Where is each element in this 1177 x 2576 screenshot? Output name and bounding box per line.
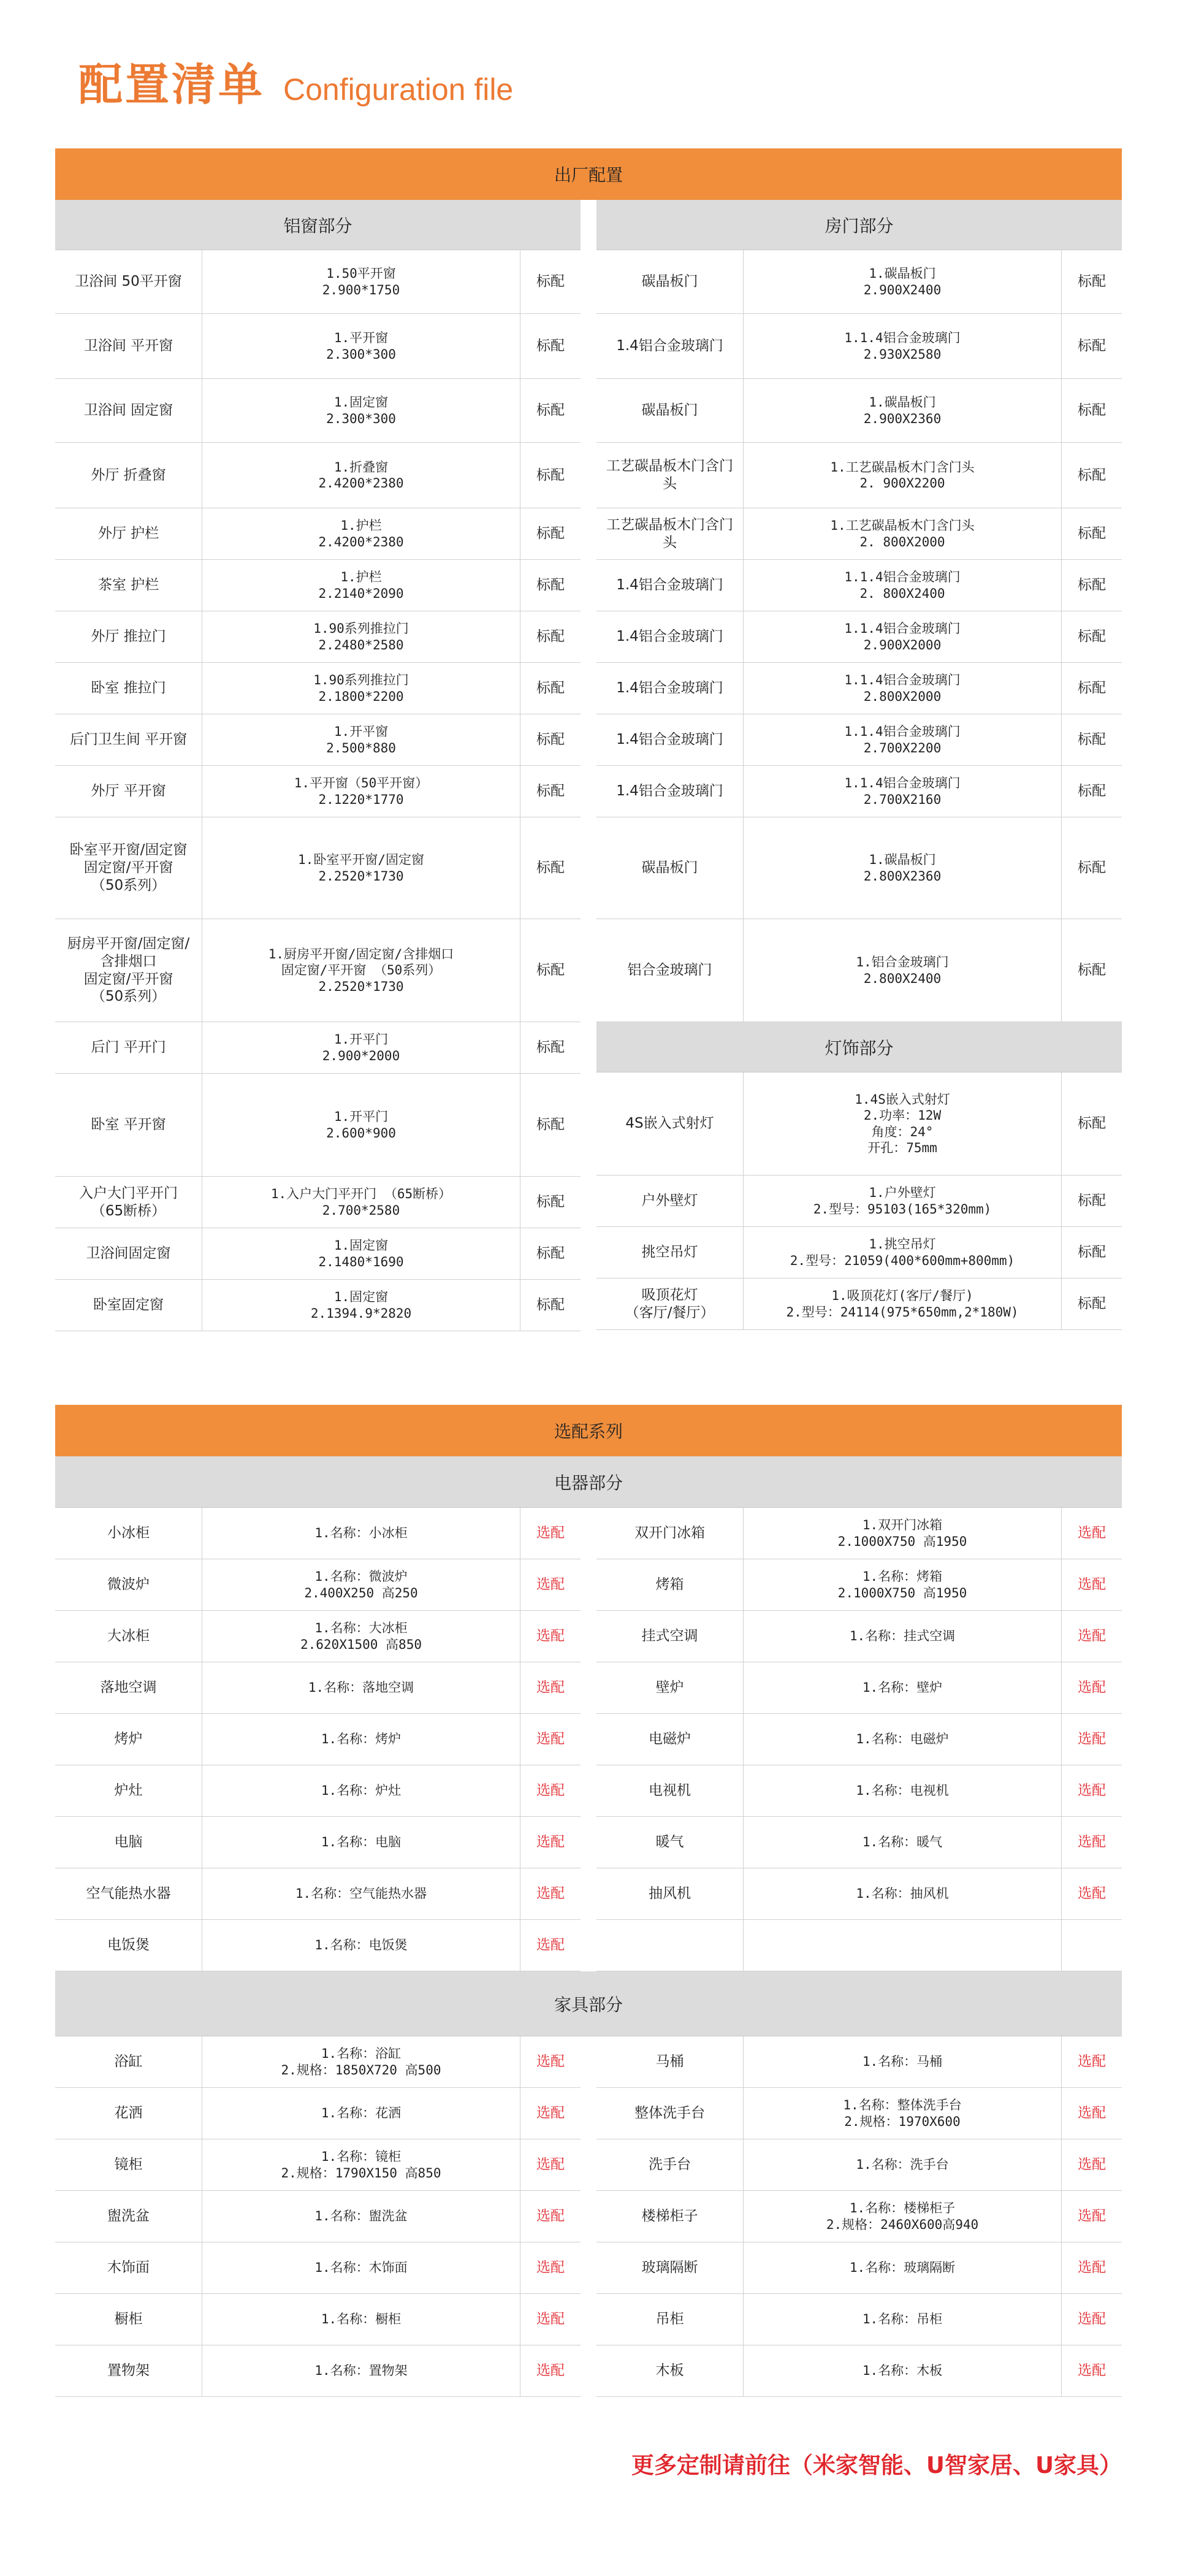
item-spec-cell: 1.固定窗 2.1480*1690 [202,1228,520,1279]
item-type-cell: 选配 [1078,2363,1106,2379]
item-spec-cell: 1.开平窗 2.500*880 [202,714,520,765]
item-type-cell: 标配 [536,1245,565,1262]
table-row [55,714,581,766]
item-name-cell: 电饭煲 [55,1920,202,1971]
item-name-cell: 后门卫生间 平开窗 [55,714,202,765]
item-name-cell: 户外壁灯 [596,1175,744,1226]
item-type-cell [1062,1920,1122,1971]
item-name-cell: 花洒 [55,2088,202,2139]
item-name-cell: 外厅 推拉门 [55,611,202,662]
item-spec-cell [744,1920,1062,1971]
item-spec-cell: 1.工艺碳晶板木门含门头 2. 800X2000 [744,508,1062,559]
item-spec-cell: 1.90系列推拉门 2.2480*2580 [202,611,520,662]
item-name-cell: 烤箱 [596,1559,744,1610]
table-row [55,2088,581,2139]
factory-banner: 出厂配置 [55,148,1122,200]
table-row [596,1817,1122,1868]
item-name-cell: 暖气 [596,1817,744,1868]
item-name-cell: 卧室平开窗/固定窗 固定窗/平开窗 （50系列） [55,817,202,919]
item-type-cell: 标配 [1078,273,1106,290]
item-spec-cell: 1.平开窗 2.300*300 [202,314,520,378]
table-row [55,1920,581,1971]
item-name-cell: 浴缸 [55,2036,202,2087]
page-title [78,49,513,110]
table-row [55,1228,581,1280]
item-spec-cell: 1.名称：暖气 [744,1817,1062,1868]
item-name-cell: 卫浴间 固定窗 [55,379,202,442]
table-row [55,2242,581,2294]
item-name-cell: 1.4铝合金玻璃门 [596,314,744,378]
item-spec-cell: 1.名称：木饰面 [202,2242,520,2293]
item-type-cell: 标配 [1078,467,1106,483]
item-name-cell: 马桶 [596,2036,744,2087]
item-type-cell: 标配 [1078,338,1106,354]
table-row [596,2088,1122,2139]
item-type-cell: 标配 [536,680,565,697]
item-name-cell: 铝合金玻璃门 [596,919,744,1022]
item-name-cell: 电视机 [596,1765,744,1816]
item-spec-cell: 1.厨房平开窗/固定窗/含排烟口 固定窗/平开窗 （50系列） 2.2520*1730 [202,919,520,1022]
item-name-cell: 1.4铝合金玻璃门 [596,663,744,714]
table-row [55,2139,581,2191]
item-name-cell: 壁炉 [596,1662,744,1713]
item-type-cell: 选配 [536,1525,565,1542]
table-row [55,1074,581,1177]
item-type-cell: 标配 [1078,1244,1106,1261]
item-type-cell: 标配 [536,1039,565,1056]
optional-series-section [55,1405,1122,2398]
item-name-cell: 电脑 [55,1817,202,1868]
table-row [55,817,581,919]
item-type-cell: 标配 [536,1297,565,1313]
item-name-cell: 外厅 折叠窗 [55,443,202,508]
item-type-cell: 选配 [536,1628,565,1645]
aluminum-window-header: 铝窗部分 [55,200,581,250]
item-name-cell: 卫浴间 平开窗 [55,314,202,378]
item-name-cell: 双开门冰箱 [596,1508,744,1559]
item-type-cell: 标配 [1078,1193,1106,1209]
item-name-cell: 整体洗手台 [596,2088,744,2139]
item-spec-cell: 1.1.4铝合金玻璃门 2.930X2580 [744,314,1062,378]
table-row [596,1227,1122,1278]
door-rows [596,250,1122,1022]
item-spec-cell: 1.护栏 2.2140*2090 [202,560,520,611]
item-name-cell: 1.4铝合金玻璃门 [596,714,744,765]
item-type-cell: 标配 [1078,783,1106,800]
table-row [596,2242,1122,2294]
table-row [55,1611,581,1662]
item-spec-cell: 1.名称：电饭煲 [202,1920,520,1971]
title-en: Configuration file [283,72,514,107]
item-name-cell: 1.4铝合金玻璃门 [596,611,744,662]
item-type-cell: 选配 [1078,1525,1106,1542]
item-spec-cell: 1.1.4铝合金玻璃门 2.900X2000 [744,611,1062,662]
item-spec-cell: 1.名称：置物架 [202,2345,520,2396]
item-name-cell: 木板 [596,2345,744,2396]
table-row [55,1559,581,1611]
item-spec-cell: 1.名称：壁炉 [744,1662,1062,1713]
table-row [596,1920,1122,1971]
item-type-cell: 选配 [536,1783,565,1799]
item-spec-cell: 1.入户大门平开门 （65断桥） 2.700*2580 [202,1177,520,1228]
item-name-cell [596,1920,744,1971]
table-row [596,1559,1122,1611]
item-type-cell: 标配 [1078,629,1106,645]
lighting-header: 灯饰部分 [596,1022,1122,1072]
table-row [55,560,581,611]
table-row [596,379,1122,443]
item-type-cell: 选配 [1078,2260,1106,2276]
item-type-cell: 标配 [536,629,565,645]
footer-note: 更多定制请前往（米家智能、U智家居、U家具） [631,2452,1122,2479]
table-row [596,714,1122,766]
item-spec-cell: 1.碳晶板门 2.900X2400 [744,250,1062,313]
table-row [55,2191,581,2242]
item-spec-cell: 1.名称：镜柜 2.规格：1790X150 高850 [202,2139,520,2190]
item-spec-cell: 1.名称：烤炉 [202,1714,520,1765]
table-row [55,1177,581,1228]
item-spec-cell: 1.名称：木板 [744,2345,1062,2396]
table-row [55,611,581,663]
item-spec-cell: 1.户外壁灯 2.型号：95103(165*320mm) [744,1175,1062,1226]
item-spec-cell: 1.名称：整体洗手台 2.规格：1970X600 [744,2088,1062,2139]
item-spec-cell: 1.名称：橱柜 [202,2294,520,2345]
item-spec-cell: 1.名称：大冰柜 2.620X1500 高850 [202,1611,520,1662]
item-name-cell: 1.4铝合金玻璃门 [596,766,744,817]
appliances-header: 电器部分 [55,1456,1122,1508]
item-name-cell: 抽风机 [596,1868,744,1919]
item-spec-cell: 1.折叠窗 2.4200*2380 [202,443,520,508]
appliances-right-column [596,1508,1122,1971]
table-row [596,1508,1122,1559]
item-name-cell: 入户大门平开门 （65断桥） [55,1177,202,1228]
table-row [55,314,581,379]
item-type-cell: 选配 [536,2208,565,2225]
item-spec-cell: 1.名称：洗手台 [744,2139,1062,2190]
item-spec-cell: 1.卧室平开窗/固定窗 2.2520*1730 [202,817,520,919]
item-type-cell: 标配 [536,402,565,419]
item-spec-cell: 1.开平门 2.900*2000 [202,1022,520,1073]
item-name-cell: 炉灶 [55,1765,202,1816]
item-type-cell: 选配 [1078,2311,1106,2328]
item-type-cell: 选配 [536,1731,565,1748]
item-name-cell: 烤炉 [55,1714,202,1765]
table-row [55,2294,581,2345]
item-name-cell: 楼梯柜子 [596,2191,744,2242]
item-name-cell: 工艺碳晶板木门含门 头 [596,443,744,508]
table-row [55,766,581,817]
item-name-cell: 木饰面 [55,2242,202,2293]
door-column [596,200,1122,1331]
item-name-cell: 工艺碳晶板木门含门 头 [596,508,744,559]
item-type-cell: 标配 [1078,1296,1106,1312]
item-name-cell: 大冰柜 [55,1611,202,1662]
item-name-cell: 空气能热水器 [55,1868,202,1919]
table-row [596,919,1122,1022]
item-type-cell: 选配 [536,2105,565,2122]
item-type-cell: 选配 [1078,1680,1106,1696]
table-row [596,1714,1122,1765]
table-row [596,1868,1122,1920]
item-spec-cell: 1.1.4铝合金玻璃门 2.700X2200 [744,714,1062,765]
table-row [596,1278,1122,1330]
table-row [55,1714,581,1765]
table-row [55,1280,581,1331]
item-type-cell: 标配 [1078,577,1106,594]
lighting-rows [596,1072,1122,1330]
furniture-right-column [596,2036,1122,2397]
table-row [55,1508,581,1559]
item-type-cell: 选配 [536,1834,565,1851]
item-name-cell: 吸顶花灯 （客厅/餐厅） [596,1278,744,1329]
item-type-cell: 标配 [536,783,565,800]
item-spec-cell: 1.吸顶花灯(客厅/餐厅) 2.型号：24114(975*650mm,2*180W) [744,1278,1062,1329]
item-name-cell: 玻璃隔断 [596,2242,744,2293]
item-type-cell: 标配 [536,467,565,483]
item-spec-cell: 1.名称：花洒 [202,2088,520,2139]
item-type-cell: 标配 [536,577,565,594]
table-row [596,1765,1122,1817]
table-row [596,1072,1122,1175]
item-type-cell: 选配 [1078,2208,1106,2225]
item-type-cell: 选配 [1078,1577,1106,1593]
item-spec-cell: 1.固定窗 2.1394.9*2820 [202,1280,520,1331]
item-type-cell: 选配 [1078,1834,1106,1851]
item-spec-cell: 1.名称：烤箱 2.1000X750 高1950 [744,1559,1062,1610]
item-spec-cell: 1.开平门 2.600*900 [202,1074,520,1176]
item-spec-cell: 1.名称：电脑 [202,1817,520,1868]
item-type-cell: 选配 [536,2363,565,2379]
optional-banner: 选配系列 [55,1405,1122,1456]
table-row [596,817,1122,919]
item-type-cell: 标配 [536,962,565,979]
item-name-cell: 卧室固定窗 [55,1280,202,1331]
table-row [596,2036,1122,2088]
item-type-cell: 选配 [536,1937,565,1954]
item-type-cell: 选配 [1078,1783,1106,1799]
item-type-cell: 选配 [1078,1886,1106,1902]
item-spec-cell: 1.90系列推拉门 2.1800*2200 [202,663,520,714]
table-row [596,2191,1122,2242]
item-type-cell: 选配 [536,1886,565,1902]
table-row [55,443,581,508]
item-spec-cell: 1.碳晶板门 2.800X2360 [744,817,1062,919]
table-row [55,919,581,1022]
item-name-cell: 4S嵌入式射灯 [596,1072,744,1175]
item-type-cell: 标配 [536,338,565,354]
table-row [596,1662,1122,1714]
item-spec-cell: 1.护栏 2.4200*2380 [202,508,520,559]
table-row [55,379,581,443]
item-type-cell: 标配 [1078,680,1106,697]
table-row [55,2345,581,2397]
item-spec-cell: 1.工艺碳晶板木门含门头 2. 900X2200 [744,443,1062,508]
item-name-cell: 卧室 平开窗 [55,1074,202,1176]
item-type-cell: 标配 [536,860,565,876]
item-type-cell: 选配 [1078,1628,1106,1645]
item-name-cell: 电磁炉 [596,1714,744,1765]
item-name-cell: 卫浴间 50平开窗 [55,250,202,313]
item-type-cell: 选配 [1078,2157,1106,2173]
aluminum-window-column [55,200,581,1331]
item-name-cell: 茶室 护栏 [55,560,202,611]
item-name-cell: 1.4铝合金玻璃门 [596,560,744,611]
item-spec-cell: 1.名称：电磁炉 [744,1714,1062,1765]
item-type-cell: 选配 [1078,1731,1106,1748]
item-type-cell: 选配 [536,1680,565,1696]
item-spec-cell: 1.名称：马桶 [744,2036,1062,2087]
title-cn: 配置清单 [78,59,265,110]
item-name-cell: 后门 平开门 [55,1022,202,1073]
table-row [596,2345,1122,2397]
item-spec-cell: 1.固定窗 2.300*300 [202,379,520,442]
table-row [596,560,1122,611]
item-spec-cell: 1.名称：电视机 [744,1765,1062,1816]
item-name-cell: 卫浴间固定窗 [55,1228,202,1279]
item-spec-cell: 1.名称：炉灶 [202,1765,520,1816]
table-row [55,1765,581,1817]
item-spec-cell: 1.名称：楼梯柜子 2.规格：2460X600高940 [744,2191,1062,2242]
item-type-cell: 选配 [536,2260,565,2276]
item-type-cell: 标配 [1078,860,1106,876]
item-name-cell: 厨房平开窗/固定窗/ 含排烟口 固定窗/平开窗 （50系列） [55,919,202,1022]
item-type-cell: 选配 [536,2157,565,2173]
appliances-left-column [55,1508,581,1971]
item-spec-cell: 1.1.4铝合金玻璃门 2.800X2000 [744,663,1062,714]
item-type-cell: 标配 [536,1117,565,1133]
table-row [55,663,581,714]
table-row [596,250,1122,314]
item-spec-cell: 1.名称：微波炉 2.400X250 高250 [202,1559,520,1610]
table-row [596,508,1122,560]
table-row [55,250,581,314]
item-spec-cell: 1.平开窗（50平开窗） 2.1220*1770 [202,766,520,817]
table-row [596,1611,1122,1662]
table-row [55,2036,581,2088]
item-spec-cell: 1.挑空吊灯 2.型号：21059(400*600mm+800mm) [744,1227,1062,1278]
item-type-cell: 选配 [1078,2054,1106,2070]
table-row [55,508,581,560]
item-type-cell: 标配 [1078,732,1106,748]
item-spec-cell: 1.名称：盥洗盆 [202,2191,520,2242]
item-spec-cell: 1.1.4铝合金玻璃门 2. 800X2400 [744,560,1062,611]
item-name-cell: 置物架 [55,2345,202,2396]
item-spec-cell: 1.4S嵌入式射灯 2.功率：12W 角度：24° 开孔：75mm [744,1072,1062,1175]
item-name-cell: 洗手台 [596,2139,744,2190]
item-name-cell: 碳晶板门 [596,379,744,442]
table-row [55,1868,581,1920]
item-spec-cell: 1.名称：玻璃隔断 [744,2242,1062,2293]
item-type-cell: 选配 [536,2311,565,2328]
item-type-cell: 标配 [1078,1115,1106,1132]
item-spec-cell: 1.1.4铝合金玻璃门 2.700X2160 [744,766,1062,817]
table-row [596,766,1122,817]
table-row [596,611,1122,663]
item-name-cell: 外厅 护栏 [55,508,202,559]
item-name-cell: 微波炉 [55,1559,202,1610]
table-row [596,2139,1122,2191]
item-spec-cell: 1.名称：挂式空调 [744,1611,1062,1662]
item-name-cell: 小冰柜 [55,1508,202,1559]
table-row [596,2294,1122,2345]
item-spec-cell: 1.名称：浴缸 2.规格：1850X720 高500 [202,2036,520,2087]
item-spec-cell: 1.双开门冰箱 2.1000X750 高1950 [744,1508,1062,1559]
item-type-cell: 标配 [536,1194,565,1210]
item-type-cell: 标配 [536,732,565,748]
item-type-cell: 选配 [536,2054,565,2070]
item-spec-cell: 1.名称：小冰柜 [202,1508,520,1559]
table-row [55,1022,581,1074]
table-row [596,314,1122,379]
item-spec-cell: 1.名称：抽风机 [744,1868,1062,1919]
item-type-cell: 标配 [1078,402,1106,419]
item-type-cell: 选配 [536,1577,565,1593]
furniture-left-column [55,2036,581,2397]
item-name-cell: 吊柜 [596,2294,744,2345]
item-spec-cell: 1.碳晶板门 2.900X2360 [744,379,1062,442]
item-name-cell: 橱柜 [55,2294,202,2345]
item-name-cell: 外厅 平开窗 [55,766,202,817]
item-spec-cell: 1.名称：吊柜 [744,2294,1062,2345]
table-row [55,1662,581,1714]
item-name-cell: 碳晶板门 [596,817,744,919]
table-row [55,1817,581,1868]
item-name-cell: 落地空调 [55,1662,202,1713]
item-type-cell: 标配 [1078,526,1106,542]
item-spec-cell: 1.名称：空气能热水器 [202,1868,520,1919]
item-name-cell: 挑空吊灯 [596,1227,744,1278]
table-row [596,443,1122,508]
item-spec-cell: 1.铝合金玻璃门 2.800X2400 [744,919,1062,1022]
item-type-cell: 选配 [1078,2105,1106,2122]
item-name-cell: 卧室 推拉门 [55,663,202,714]
item-spec-cell: 1.50平开窗 2.900*1750 [202,250,520,313]
item-name-cell: 挂式空调 [596,1611,744,1662]
item-type-cell: 标配 [536,526,565,542]
door-header: 房门部分 [596,200,1122,250]
item-type-cell: 标配 [536,273,565,290]
item-name-cell: 盥洗盆 [55,2191,202,2242]
item-name-cell: 碳晶板门 [596,250,744,313]
item-spec-cell: 1.名称：落地空调 [202,1662,520,1713]
factory-config-section [55,148,1122,1334]
furniture-header: 家具部分 [55,1971,1122,2036]
table-row [596,663,1122,714]
item-name-cell: 镜柜 [55,2139,202,2190]
table-row [596,1175,1122,1227]
item-type-cell: 标配 [1078,962,1106,979]
